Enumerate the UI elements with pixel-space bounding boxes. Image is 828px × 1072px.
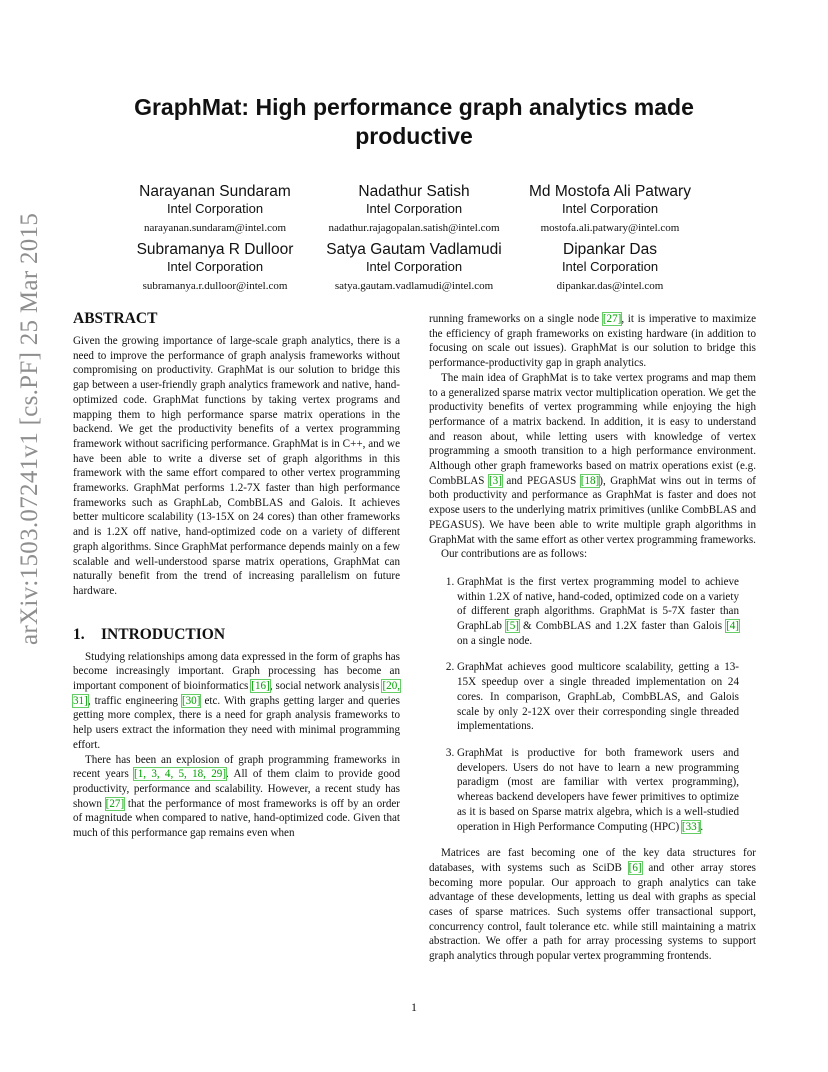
paragraph-text: There has been an explosion of graph programming frameworks in recent years bbox=[73, 753, 400, 781]
paragraph-text: . bbox=[700, 820, 704, 833]
paragraph-text: running frameworks on a single node bbox=[429, 313, 603, 325]
author-email: mostofa.ali.patwary@intel.com bbox=[540, 222, 680, 234]
paragraph-text: Studying relationships among data expressed in the form of graphs has become increasingly important. Graph processing has become an important component of bioinformatics bbox=[73, 650, 400, 693]
intro-paragraph bbox=[429, 371, 756, 547]
author-email: narayanan.sundaram@intel.com bbox=[143, 222, 287, 234]
paragraph-text: GraphMat is productive for both framework users and developers. Users do not have to learn a new programming paradigm (most are familiar with vertex programming), whereas backend developers have fewer primitives to optimize as it is based on Sparse matrix algebra, which is a well-studied operation in High Performance Computing (HPC) bbox=[457, 746, 739, 833]
author-block bbox=[309, 241, 519, 293]
paragraph-text: Matrices are fast becoming one of the key data structures for databases, with systems such as SciDB bbox=[429, 847, 756, 874]
citation-link[interactable]: [33] bbox=[681, 820, 701, 833]
paper-title: GraphMat: High performance graph analytics made productive bbox=[134, 94, 694, 149]
paragraph-text: etc. With graphs getting larger and queries getting more complex, there is a need for graph analysis frameworks to help users extract the information they need with minimal programming effort. bbox=[73, 694, 400, 751]
author-block bbox=[110, 183, 320, 235]
arxiv-identifier-stamp: arXiv:1503.07241v1 [cs.PF] 25 Mar 2015 bbox=[16, 212, 43, 645]
paragraph-text: that the performance of most frameworks is off by an order of magnitude when compared to native, hand-optimized code. Given that much of this performance gap remains even when bbox=[73, 797, 400, 840]
paragraph-text: and PEGASUS bbox=[501, 474, 581, 487]
intro-paragraph bbox=[429, 846, 756, 964]
author-affiliation: Intel Corporation bbox=[561, 201, 659, 216]
paragraph-text: on a single node. bbox=[457, 634, 533, 647]
right-column bbox=[429, 312, 756, 964]
author-email: nadathur.rajagopalan.satish@intel.com bbox=[328, 222, 500, 234]
paragraph-text: GraphMat achieves good multicore scalability, getting a 13-15X speedup over a single threaded implementation on 24 cores. In comparison, GraphLab, CombBLAS, and Galois scale by only 2-12X over their corresponding single threaded implementations. bbox=[457, 661, 739, 733]
author-affiliation: Intel Corporation bbox=[561, 259, 659, 274]
list-item bbox=[457, 575, 756, 649]
citation-link[interactable]: [27] bbox=[105, 797, 125, 810]
abstract-heading: ABSTRACT bbox=[73, 310, 158, 327]
author-block bbox=[309, 183, 519, 235]
citation-link[interactable]: [18] bbox=[580, 474, 600, 487]
paragraph-text: . All of them claim to provide good productivity, performance and scalability. However, a recent study has shown bbox=[73, 768, 400, 810]
intro-paragraph bbox=[73, 753, 400, 841]
citation-link[interactable]: [30] bbox=[181, 694, 201, 707]
page-number: 1 bbox=[411, 1000, 417, 1014]
citation-link[interactable]: [27] bbox=[602, 313, 622, 325]
paragraph-text: and other array stores becoming more popular. Our approach to graph analytics can take advantage of these developments, letting us deal with graphs as special cases of sparse matrices. Such systems offer transactional support, concurrency control, fault tolerance etc. while still maintaining a matrix abstraction. We offer a path for array processing systems to support graph analytics through popular vertex programming frontends. bbox=[429, 861, 756, 963]
author-name: Dipankar Das bbox=[563, 241, 657, 258]
author-affiliation: Intel Corporation bbox=[166, 201, 264, 216]
citation-link[interactable]: [6] bbox=[628, 861, 642, 874]
author-name: Md Mostofa Ali Patwary bbox=[529, 183, 691, 200]
author-name: Subramanya R Dulloor bbox=[136, 241, 294, 258]
paragraph-text: , social network analysis bbox=[269, 680, 383, 693]
intro-paragraph: Our contributions are as follows: bbox=[441, 548, 588, 561]
section-title: INTRODUCTION bbox=[101, 625, 226, 643]
paragraph-text: ), GraphMat wins out in terms of both productivity and performance as GraphMat is faster and does not expose users to the underlying matrix primitives (unlike CombBLAS and PEGASUS). We have been able to write multiple graph algorithms in GraphMat with the same effort as other vertex programming frameworks. bbox=[429, 474, 756, 546]
citation-link[interactable]: [5] bbox=[506, 620, 519, 633]
author-block bbox=[505, 241, 715, 293]
abstract-text: Given the growing importance of large-scale graph analytics, there is a need to improve the performance of graph analysis frameworks without compromising on productivity. GraphMat is our solution to bridge this gap between a user-friendly graph analytics framework and native, hand-optimized code. GraphMat functions by taking vertex programs and mapping them to high performance sparse matrix operations in the backend. We get the productivity benefits of a vertex programming framework without sacrificing performance. GraphMat is in C++, and we have been able to write a diverse set of graph algorithms in this framework with the same effort compared to other vertex programming frameworks. GraphMat performs 1.2-7X faster than high performance frameworks such as GraphLab, CombBLAS and Galois. It achieves better multicore scalability (13-15X on 24 cores) than other frameworks and is 1.2X off native, hand-optimized code on a variety of different graph algorithms. Since GraphMat performance depends mainly on a few scalable and well-understood sparse matrix operations, GraphMat can naturally benefit from the trend of increasing parallelism on future hardware. bbox=[73, 335, 400, 597]
list-item bbox=[457, 660, 756, 734]
citation-link[interactable]: [4] bbox=[726, 620, 739, 633]
paragraph-text: The main idea of GraphMat is to take vertex programs and map them to a generalized sparse matrix vector multiplication operation. We get the productivity benefits of vertex programming while enjoying the high performance of a matrix backend. In addition, it is easy to understand and reason about, while letting users with knowledge of vertex programming a smooth transition to a high performance environment. Although other graph frameworks based on matrix operations exist (e.g. CombBLAS bbox=[429, 371, 756, 487]
citation-link[interactable]: [20, 31] bbox=[73, 680, 401, 707]
citation-link[interactable]: [1, 3, 4, 5, 18, 29] bbox=[134, 768, 227, 781]
section-heading-introduction bbox=[73, 626, 400, 644]
author-email: subramanya.r.dulloor@intel.com bbox=[142, 280, 288, 292]
author-email: dipankar.das@intel.com bbox=[556, 280, 664, 292]
author-name: Narayanan Sundaram bbox=[139, 183, 291, 200]
paragraph-text: , it is imperative to maximize the efficiency of graph frameworks on existing hardware (in addition to focusing on scale out issues). GraphMat is our solution to bridge this performance-productivity gap in graph analytics. bbox=[429, 313, 756, 370]
left-column bbox=[73, 310, 400, 841]
author-name: Satya Gautam Vadlamudi bbox=[326, 241, 502, 258]
citation-link[interactable]: [3] bbox=[488, 474, 502, 487]
paragraph-text: & CombBLAS and 1.2X faster than Galois bbox=[518, 620, 727, 633]
author-affiliation: Intel Corporation bbox=[365, 259, 463, 274]
author-affiliation: Intel Corporation bbox=[166, 259, 264, 274]
contributions-list bbox=[429, 575, 756, 834]
intro-paragraph-continued bbox=[429, 312, 756, 371]
author-block bbox=[505, 183, 715, 235]
intro-paragraph bbox=[73, 650, 400, 753]
paragraph-text: , traffic engineering bbox=[87, 694, 182, 707]
author-affiliation: Intel Corporation bbox=[365, 201, 463, 216]
author-email: satya.gautam.vadlamudi@intel.com bbox=[334, 280, 494, 292]
author-block bbox=[110, 241, 320, 293]
paragraph-text: GraphMat is the first vertex programming model to achieve within 1.2X of native, hand-coded, optimized code on a variety of different graph algorithms. GraphMat is 5-7X faster than GraphLab bbox=[457, 575, 739, 633]
author-name: Nadathur Satish bbox=[358, 183, 470, 200]
section-number: 1. bbox=[73, 625, 85, 643]
citation-link[interactable]: [16] bbox=[251, 680, 270, 693]
list-item bbox=[457, 746, 756, 834]
